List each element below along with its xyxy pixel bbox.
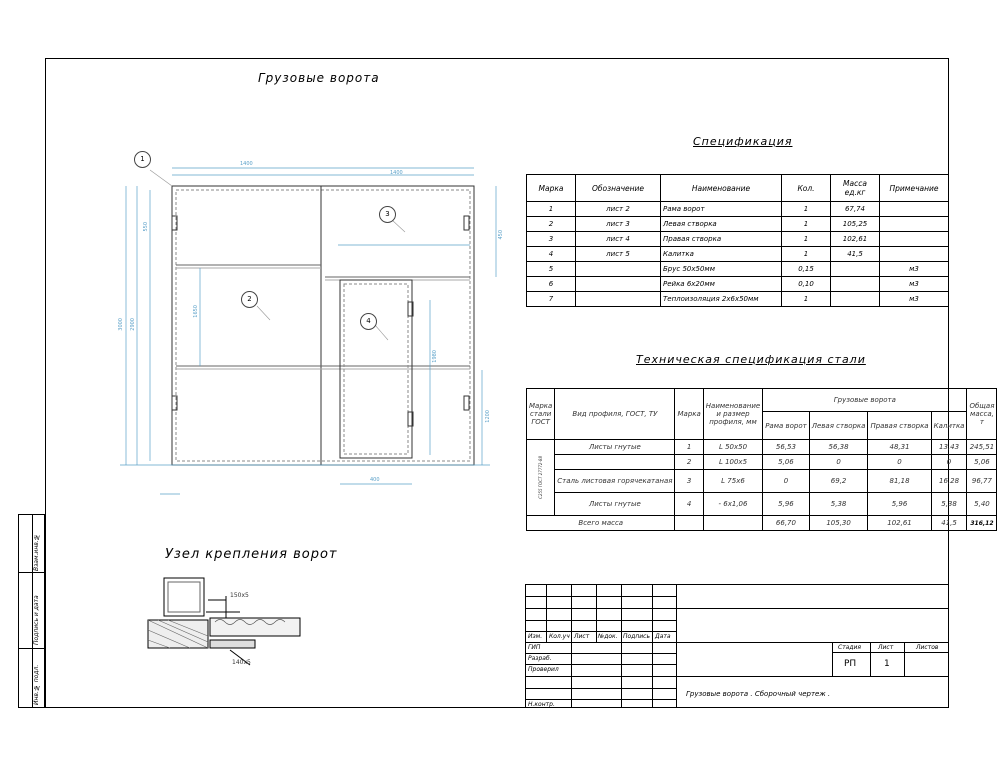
side-stamp-label: Взам.инв.№	[33, 533, 40, 571]
stamp-col-header: Кол.уч	[549, 633, 570, 640]
spec-cell: м3	[880, 292, 949, 307]
stamp-stage-header: Лист	[878, 644, 894, 651]
spec-cell: 1	[782, 217, 831, 232]
stamp-role: Проверил	[528, 666, 559, 673]
spec-cell: 1	[782, 232, 831, 247]
table-row	[527, 493, 997, 516]
steel-cell: 16,28	[931, 470, 967, 493]
stamp-stage-header: Стадия	[838, 644, 862, 651]
steel-cell: 0	[809, 455, 868, 470]
steel-cell: Листы гнутые	[555, 440, 675, 455]
steel-cell: L 75х6	[703, 470, 762, 493]
steel-header-cell: Наименование и размер профиля, мм	[703, 389, 762, 440]
spec-cell: 102,61	[831, 232, 880, 247]
spec-cell	[576, 277, 661, 292]
spec-cell	[880, 232, 949, 247]
table-row	[527, 202, 949, 217]
dimension-label: 450	[498, 230, 504, 240]
steel-cell: L 50х50	[703, 440, 762, 455]
dimension-label: 1650	[193, 305, 199, 318]
spec-cell: Калитка	[661, 247, 782, 262]
node-label: 150х5	[230, 592, 249, 599]
steel-total-cell: 66,70	[763, 516, 810, 531]
spec-cell: Правая створка	[661, 232, 782, 247]
steel-subheader-cell: Калитка	[931, 412, 967, 440]
steel-cell: 5,06	[967, 455, 997, 470]
steel-cell: 0	[763, 470, 810, 493]
steel-cell: Листы гнутые	[555, 493, 675, 516]
spec-cell: 7	[527, 292, 576, 307]
steel-total-cell: 41,5	[931, 516, 967, 531]
spec-header-row	[527, 175, 949, 202]
callout-marker: 4	[360, 313, 377, 330]
spec-table	[526, 174, 949, 307]
spec-cell: лист 4	[576, 232, 661, 247]
table-row	[527, 440, 997, 455]
steel-grand-total: 316,12	[967, 516, 997, 531]
spec-cell: Брус 50х50мм	[661, 262, 782, 277]
steel-header-cell: Марка	[675, 389, 703, 440]
spec-cell: 41,5	[831, 247, 880, 262]
table-row	[527, 262, 949, 277]
spec-cell: лист 3	[576, 217, 661, 232]
spec-cell: Рама ворот	[661, 202, 782, 217]
steel-cell	[555, 455, 675, 470]
callout-marker: 2	[241, 291, 258, 308]
spec-cell: 4	[527, 247, 576, 262]
table-row	[527, 455, 997, 470]
spec-cell: 1	[782, 292, 831, 307]
title-block	[525, 584, 949, 708]
spec-cell: 67,74	[831, 202, 880, 217]
stamp-role: ГИП	[528, 644, 541, 651]
callout-marker: 3	[379, 206, 396, 223]
steel-cell: 5,96	[868, 493, 931, 516]
dimension-label: 400	[370, 477, 380, 483]
steel-cell: 0	[868, 455, 931, 470]
steel-cell: 13,43	[931, 440, 967, 455]
stamp-stage-header: Листов	[916, 644, 939, 651]
steel-cell: 5,38	[931, 493, 967, 516]
gate-title: Грузовые ворота	[258, 71, 380, 85]
dimension-label: 1200	[485, 410, 491, 423]
steel-cell: 4	[675, 493, 703, 516]
steel-cell: L 100х5	[703, 455, 762, 470]
spec-cell	[576, 292, 661, 307]
node-label: 140х5	[232, 659, 251, 666]
spec-header-cell: Обозначение	[576, 175, 661, 202]
steel-total-cell: 102,61	[868, 516, 931, 531]
steel-cell: 81,18	[868, 470, 931, 493]
spec-cell: 2	[527, 217, 576, 232]
stamp-stage-value: РП	[844, 659, 857, 669]
stamp-role: Разраб.	[528, 655, 552, 662]
spec-cell: Рейка 6х20мм	[661, 277, 782, 292]
table-row	[527, 277, 949, 292]
spec-header-cell: Наименование	[661, 175, 782, 202]
steel-cell: 56,53	[763, 440, 810, 455]
spec-cell: м3	[880, 262, 949, 277]
dimension-label: 2900	[130, 318, 136, 331]
stamp-col-header: №док.	[598, 633, 618, 640]
steel-cell: 0	[931, 455, 967, 470]
steel-cell: 56,38	[809, 440, 868, 455]
side-stamp-label: Инв.№ подл.	[33, 664, 40, 705]
spec-cell: 6	[527, 277, 576, 292]
stamp-col-header: Лист	[574, 633, 590, 640]
spec-cell: 0,15	[782, 262, 831, 277]
spec-header-cell: Примечание	[880, 175, 949, 202]
steel-cell: 5,40	[967, 493, 997, 516]
steel-cell: 96,77	[967, 470, 997, 493]
steel-cell: 69,2	[809, 470, 868, 493]
table-row	[527, 232, 949, 247]
steel-table	[526, 388, 997, 531]
steel-cell: 5,38	[809, 493, 868, 516]
spec-cell: 1	[782, 247, 831, 262]
spec-header-cell: Масса ед.кг	[831, 175, 880, 202]
spec-cell: Левая створка	[661, 217, 782, 232]
steel-header-cell: Вид профиля, ГОСТ, ТУ	[555, 389, 675, 440]
steel-header-cell: Общая масса, т	[967, 389, 997, 440]
steel-cell: - 6х1,06	[703, 493, 762, 516]
stamp-sheet-value: 1	[884, 659, 890, 669]
table-row	[527, 292, 949, 307]
steel-cell: 245,51	[967, 440, 997, 455]
spec-cell: м3	[880, 277, 949, 292]
spec-cell: 5	[527, 262, 576, 277]
spec-cell	[831, 277, 880, 292]
steel-cell: Сталь листовая горячекатаная	[555, 470, 675, 493]
steel-cell: 2	[675, 455, 703, 470]
steel-title: Техническая спецификация стали	[636, 353, 866, 366]
spec-cell: 0,10	[782, 277, 831, 292]
table-row	[527, 516, 997, 531]
spec-cell: лист 2	[576, 202, 661, 217]
steel-total-cell: 105,30	[809, 516, 868, 531]
stamp-role: Н.контр.	[528, 701, 555, 708]
dimension-label: 550	[143, 222, 149, 232]
dimension-label: 1400	[240, 161, 253, 167]
spec-header-cell: Марка	[527, 175, 576, 202]
steel-cell: 1	[675, 440, 703, 455]
steel-header-cell: Марка стали ГОСТ	[527, 389, 555, 440]
steel-subheader-cell: Рама ворот	[763, 412, 810, 440]
spec-cell: 1	[782, 202, 831, 217]
steel-cell: 5,96	[763, 493, 810, 516]
dimension-label: 1400	[390, 170, 403, 176]
steel-cell: 3	[675, 470, 703, 493]
spec-cell: Теплоизоляция 2х6х50мм	[661, 292, 782, 307]
stamp-col-header: Изм.	[528, 633, 543, 640]
spec-title: Спецификация	[693, 135, 793, 148]
table-row	[527, 217, 949, 232]
steel-header-row	[527, 389, 997, 412]
spec-cell	[880, 202, 949, 217]
spec-cell: лист 5	[576, 247, 661, 262]
steel-subheader-cell: Левая створка	[809, 412, 868, 440]
dimension-label: 1980	[432, 350, 438, 363]
stamp-col-header: Дата	[655, 633, 671, 640]
spec-cell	[880, 247, 949, 262]
callout-marker: 1	[134, 151, 151, 168]
spec-cell: 3	[527, 232, 576, 247]
steel-cell: 48,31	[868, 440, 931, 455]
dimension-label: 3000	[118, 318, 124, 331]
steel-header-cell: Грузовые ворота	[763, 389, 967, 412]
spec-cell	[831, 292, 880, 307]
spec-cell: 1	[527, 202, 576, 217]
steel-subheader-cell: Правая створка	[868, 412, 931, 440]
table-row	[527, 247, 949, 262]
steel-total-label: Всего масса	[527, 516, 675, 531]
stamp-col-header: Подпись	[623, 633, 650, 640]
spec-header-cell: Кол.	[782, 175, 831, 202]
side-stamp-label: Подпись и дата	[33, 595, 40, 645]
spec-cell	[880, 217, 949, 232]
steel-side-label: С255 ГОСТ 27772-88	[538, 456, 544, 499]
spec-cell: 105,25	[831, 217, 880, 232]
table-row	[527, 470, 997, 493]
steel-cell: 5,06	[763, 455, 810, 470]
spec-cell	[576, 262, 661, 277]
node-title: Узел крепления ворот	[165, 547, 338, 562]
spec-cell	[831, 262, 880, 277]
stamp-sheet-title: Грузовые ворота . Сборочный чертеж .	[686, 690, 831, 698]
